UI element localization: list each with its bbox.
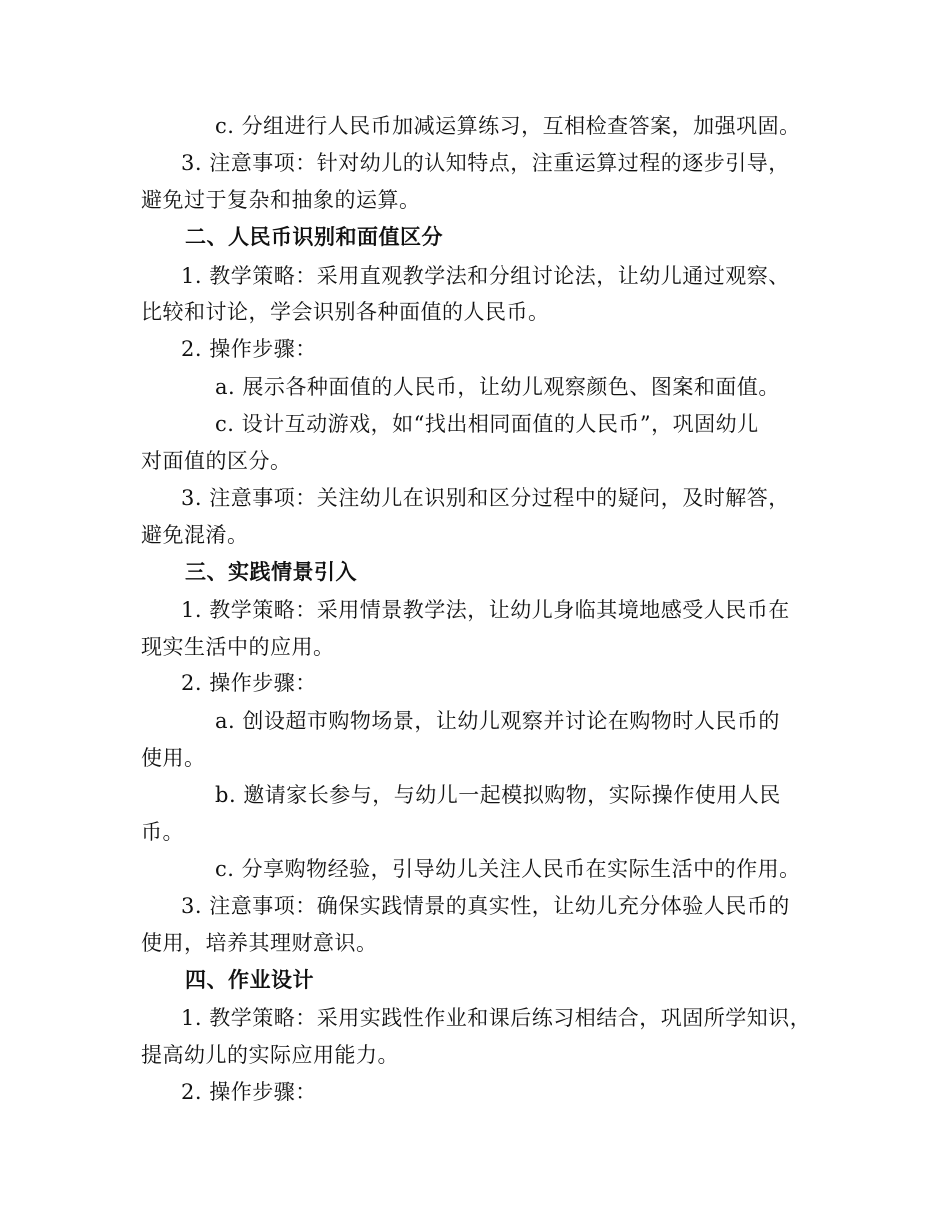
section-heading-4: 四、作业设计	[185, 968, 314, 992]
line-19: b. 邀请家长参与，与幼儿一起模拟购物，实际操作使用人民	[215, 783, 781, 807]
line-2: 3. 注意事项：针对幼儿的认知特点，注重运算过程的逐步引导，	[181, 151, 790, 175]
line-10: 对面值的区分。	[141, 449, 292, 473]
line-1: c. 分组进行人民币加减运算练习，互相检查答案，加强巩固。	[215, 114, 801, 138]
line-23: 使用，培养其理财意识。	[141, 931, 378, 955]
line-18: 使用。	[141, 746, 206, 770]
line-21: c. 分享购物经验，引导幼儿关注人民币在实际生活中的作用。	[215, 857, 801, 881]
line-3: 避免过于复杂和抽象的运算。	[141, 188, 421, 212]
section-heading-2: 二、人民币识别和面值区分	[185, 225, 443, 249]
line-5: 1. 教学策略：采用直观教学法和分组讨论法，让幼儿通过观察、	[181, 264, 790, 288]
line-15: 现实生活中的应用。	[141, 635, 335, 659]
section-heading-3: 三、实践情景引入	[185, 560, 357, 584]
line-7: 2. 操作步骤：	[181, 337, 317, 361]
line-8: a. 展示各种面值的人民币，让幼儿观察颜色、图案和面值。	[215, 375, 780, 399]
line-16: 2. 操作步骤：	[181, 671, 317, 695]
line-26: 提高幼儿的实际应用能力。	[141, 1043, 399, 1067]
line-6: 比较和讨论，学会识别各种面值的人民币。	[141, 300, 550, 324]
line-22: 3. 注意事项：确保实践情景的真实性，让幼儿充分体验人民币的	[181, 894, 790, 918]
line-25: 1. 教学策略：采用实践性作业和课后练习相结合，巩固所学知识，	[181, 1006, 812, 1030]
line-20: 币。	[141, 820, 184, 844]
line-27: 2. 操作步骤：	[181, 1080, 317, 1104]
line-9: c. 设计互动游戏，如“找出相同面值的人民币”，巩固幼儿	[215, 412, 759, 436]
line-17: a. 创设超市购物场景，让幼儿观察并讨论在购物时人民币的	[215, 709, 780, 733]
line-11: 3. 注意事项：关注幼儿在识别和区分过程中的疑问，及时解答，	[181, 486, 790, 510]
line-14: 1. 教学策略：采用情景教学法，让幼儿身临其境地感受人民币在	[181, 598, 790, 622]
line-12: 避免混淆。	[141, 523, 249, 547]
